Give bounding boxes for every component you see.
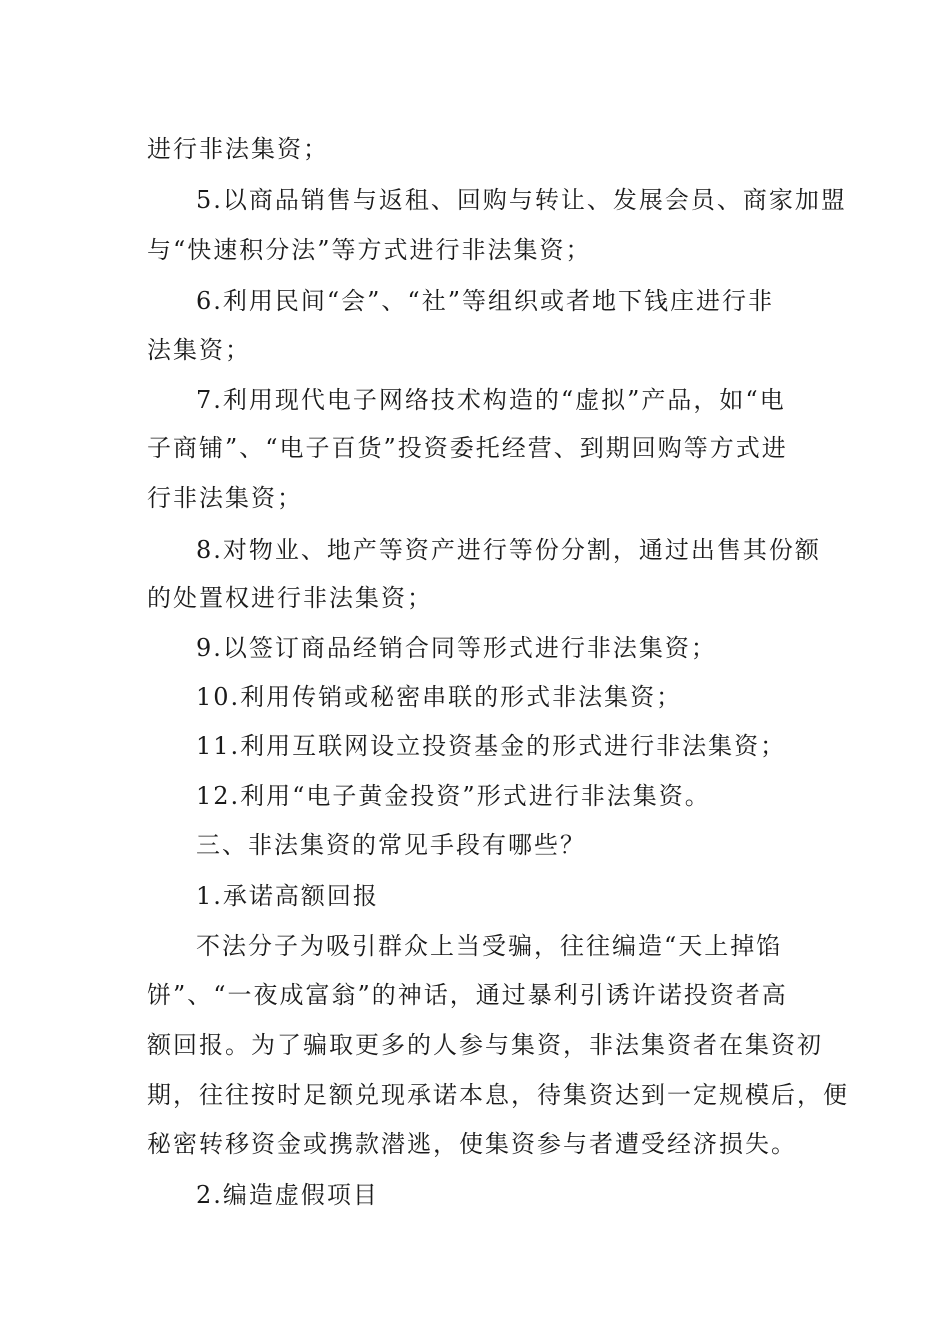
subsection-heading: 2.编造虚假项目 [196, 1181, 379, 1209]
section-heading: 三、非法集资的常见手段有哪些？ [196, 831, 586, 859]
text-line: 9.以签订商品经销合同等形式进行非法集资； [196, 634, 717, 662]
subsection-heading: 1.承诺高额回报 [196, 882, 379, 910]
text-line: 期，往往按时足额兑现承诺本息，待集资达到一定规模后，便 [147, 1081, 849, 1109]
text-line: 6.利用民间“会”、“社”等组织或者地下钱庄进行非 [196, 287, 774, 315]
text-line: 行非法集资； [147, 484, 303, 512]
text-line: 7.利用现代电子网络技术构造的“虚拟”产品，如“电 [196, 386, 786, 414]
text-line: 10.利用传销或秘密串联的形式非法集资； [196, 683, 683, 711]
text-line: 进行非法集资； [147, 135, 329, 163]
text-line: 不法分子为吸引群众上当受骗，往往编造“天上掉馅 [196, 932, 783, 960]
text-line: 与“快速积分法”等方式进行非法集资； [147, 236, 592, 264]
text-line: 12.利用“电子黄金投资”形式进行非法集资。 [196, 782, 711, 810]
text-line: 的处置权进行非法集资； [147, 584, 433, 612]
text-line: 子商铺”、“电子百货”投资委托经营、到期回购等方式进 [147, 434, 788, 462]
text-line: 5.以商品销售与返租、回购与转让、发展会员、商家加盟 [196, 186, 847, 214]
text-line: 秘密转移资金或携款潜逃，使集资参与者遭受经济损失。 [147, 1130, 797, 1158]
text-line: 11.利用互联网设立投资基金的形式进行非法集资； [196, 732, 787, 760]
text-line: 法集资； [147, 336, 251, 364]
text-line: 饼”、“一夜成富翁”的神话，通过暴利引诱许诺投资者高 [147, 981, 788, 1009]
text-line: 8.对物业、地产等资产进行等份分割，通过出售其份额 [196, 536, 821, 564]
text-line: 额回报。为了骗取更多的人参与集资，非法集资者在集资初 [147, 1031, 823, 1059]
